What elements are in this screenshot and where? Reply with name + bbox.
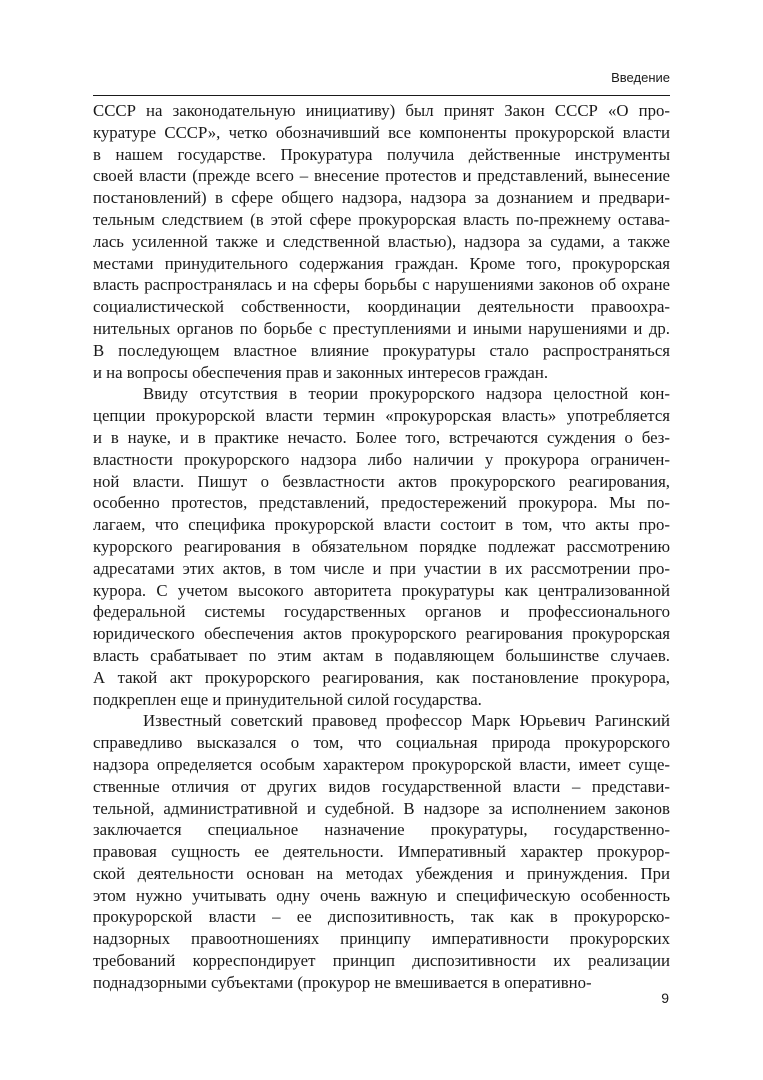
text-line: особенно протестов, представлений, предостережений прокурора. Мы по- xyxy=(93,493,670,513)
text-line: власть срабатывает по этим актам в подавляющем большинстве случаев. xyxy=(93,645,670,665)
body-text xyxy=(93,100,670,994)
page-number: 9 xyxy=(661,990,669,1006)
text-line: прокурорской власти – ее диспозитивность, так как в прокурорско- xyxy=(93,907,670,927)
text-line: В последующем властное влияние прокуратуры стало распространяться xyxy=(93,340,670,360)
text-line: тельным следствием (в этой сфере прокурорская власть по-прежнему остава- xyxy=(93,209,670,229)
text-line: лагаем, что специфика прокурорской власти состоит в том, что акты про- xyxy=(93,515,670,535)
text-line: адресатами этих актов, в том числе и при участии в их рассмотрении про- xyxy=(93,558,670,578)
text-line: постановлений) в сфере общего надзора, надзора за дознанием и предвари- xyxy=(93,188,670,208)
text-line: цепции прокурорской власти термин «прокурорская власть» употребляется xyxy=(93,406,670,426)
text-line: юридического обеспечения актов прокурорского реагирования прокурорская xyxy=(93,624,670,644)
text-line: Известный советский правовед профессор Марк Юрьевич Рагинский xyxy=(143,711,670,731)
text-line: ской деятельности основан на методах убеждения и принуждения. При xyxy=(93,863,670,883)
text-line: и в науке, и в практике нечасто. Более того, встречаются суждения о без- xyxy=(93,427,670,447)
paragraph-1 xyxy=(93,100,670,383)
text-line: куратуре СССР», четко обозначивший все компоненты прокурорской власти xyxy=(93,122,670,142)
text-line: социалистической собственности, координации деятельности правоохра- xyxy=(93,297,670,317)
text-line: заключается специальное назначение прокуратуры, государственно- xyxy=(93,820,670,840)
text-line: Ввиду отсутствия в теории прокурорского надзора целостной кон- xyxy=(143,384,670,404)
header-rule xyxy=(93,95,670,96)
text-line: ственные отличия от других видов государственной власти – представи- xyxy=(93,776,670,796)
text-line: нительных органов по борьбе с преступлениями и иными нарушениями и др. xyxy=(93,318,670,338)
text-line: в нашем государстве. Прокуратура получила действенные инструменты xyxy=(93,144,670,164)
text-line: федеральной системы государственных органов и профессионального xyxy=(93,602,670,622)
text-line: властности прокурорского надзора либо наличии у прокурора ограничен- xyxy=(93,449,670,469)
text-line: тельной, административной и судебной. В надзоре за исполнением законов xyxy=(93,798,670,818)
text-line: поднадзорными субъектами (прокурор не вмешивается в оперативно- xyxy=(93,972,592,992)
text-line: А такой акт прокурорского реагирования, как постановление прокурора, xyxy=(93,667,670,687)
text-line: своей власти (прежде всего – внесение протестов и представлений, вынесение xyxy=(93,166,670,186)
text-line: власть распространялась и на сферы борьбы с нарушениями законов об охране xyxy=(93,275,670,295)
text-line: справедливо высказался о том, что социальная природа прокурорского xyxy=(93,733,670,753)
text-line: СССР на законодательную инициативу) был принят Закон СССР «О про- xyxy=(93,101,670,120)
text-line: правовая сущность ее деятельности. Императивный характер прокурор- xyxy=(93,842,670,862)
paragraph-2 xyxy=(93,383,670,710)
text-line: надзора определяется особым характером прокурорской власти, имеет суще- xyxy=(93,754,670,774)
text-line: курорского реагирования в обязательном порядке подлежат рассмотрению xyxy=(93,536,670,556)
running-head-section-title: Введение xyxy=(611,70,670,85)
text-line: и на вопросы обеспечения прав и законных интересов граждан. xyxy=(93,362,549,382)
text-line: лась усиленной также и следственной властью), надзора за судами, а также xyxy=(93,231,670,251)
text-line: надзорных правоотношениях принципу императивности прокурорских xyxy=(93,929,670,949)
text-line: курора. С учетом высокого авторитета прокуратуры как централизованной xyxy=(93,580,670,600)
text-line: требований корреспондирует принцип диспозитивности их реализации xyxy=(93,951,670,971)
text-line: этом нужно учитывать одну очень важную и специфическую особенность xyxy=(93,885,670,905)
text-line: подкреплен еще и принудительной силой государства. xyxy=(93,689,482,709)
text-line: ной власти. Пишут о безвластности актов прокурорского реагирования, xyxy=(93,471,670,491)
paragraph-3 xyxy=(93,710,670,993)
text-line: местами принудительного содержания граждан. Кроме того, прокурорская xyxy=(93,253,670,273)
